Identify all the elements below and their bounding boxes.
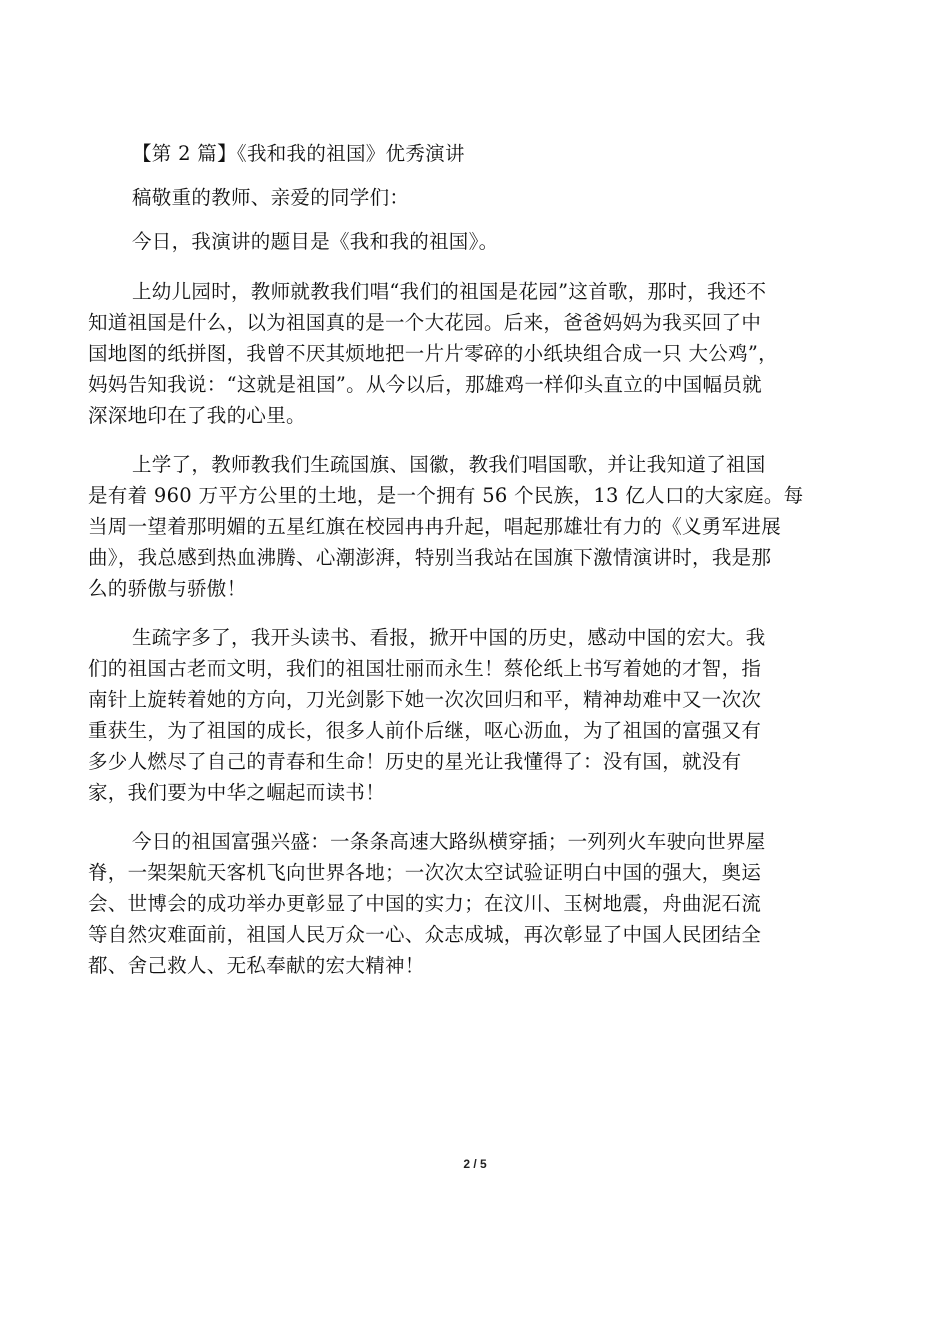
document-title: 【第 2 篇】《我和我的祖国》优秀演讲 — [132, 142, 465, 165]
paragraph-line: 等自然灾难面前，祖国人民万众一心、众志成城，再次彰显了中国人民团结全 — [88, 923, 762, 946]
paragraph-school — [88, 449, 860, 604]
paragraph-line: 深深地印在了我的心里。 — [88, 404, 306, 427]
paragraph-line: 当周一望着那明媚的五星红旗在校园冉冉升起，唱起那雄壮有力的《义勇军进展 — [88, 515, 782, 538]
paragraph-kindergarten — [88, 276, 860, 431]
paragraph-line: 都、舍己救人、无私奉献的宏大精神！ — [88, 954, 425, 977]
paragraph-line: 重获生，为了祖国的成长，很多人前仆后继，呕心沥血，为了祖国的富强又有 — [88, 719, 762, 742]
page-number: 2 / 5 — [463, 1157, 487, 1171]
paragraph-line: 南针上旋转着她的方向，刀光剑影下她一次次回归和平，精神劫难中又一次次 — [88, 688, 762, 711]
paragraph-line: 会、世博会的成功举办更彰显了中国的实力；在汶川、玉树地震，舟曲泥石流 — [88, 892, 762, 915]
paragraph-line: 多少人燃尽了自己的青春和生命！历史的星光让我懂得了：没有国，就没有 — [88, 750, 742, 773]
paragraph-line: 妈妈告知我说：“这就是祖国”。从今以后，那雄鸡一样仰头直立的中国幅员就 — [88, 373, 762, 396]
document-body — [88, 138, 860, 999]
paragraph-history — [88, 622, 860, 808]
paragraph-line: 曲》，我总感到热血沸腾、心潮澎湃，特别当我站在国旗下激情演讲时，我是那 — [88, 546, 772, 569]
paragraph-line: 国地图的纸拼图，我曾不厌其烦地把一片片零碎的小纸块组合成一只 大公鸡”， — [88, 342, 778, 365]
intro-line: 今日，我演讲的题目是《我和我的祖国》。 — [132, 230, 499, 253]
paragraph-line: 上学了，教师教我们生疏国旗、国徽，教我们唱国歌，并让我知道了祖国 — [132, 453, 766, 476]
paragraph-today — [88, 826, 860, 981]
paragraph-line: 知道祖国是什么，以为祖国真的是一个大花园。后来，爸爸妈妈为我买回了中 — [88, 311, 762, 334]
paragraph-line: 是有着 960 万平方公里的土地，是一个拥有 56 个民族，13 亿人口的大家庭。每 — [88, 484, 804, 507]
paragraph-line: 们的祖国古老而文明，我们的祖国壮丽而永生！蔡伦纸上书写着她的才智，指 — [88, 657, 762, 680]
paragraph-line: 今日的祖国富强兴盛：一条条高速大路纵横穿插；一列列火车驶向世界屋 — [132, 830, 766, 853]
paragraph-line: 脊，一架架航天客机飞向世界各地；一次次太空试验证明白中国的强大，奥运 — [88, 861, 762, 884]
paragraph-line: 上幼儿园时，教师就教我们唱“我们的祖国是花园”这首歌，那时，我还不 — [132, 280, 767, 303]
paragraph-line: 家，我们要为中华之崛起而读书！ — [88, 781, 386, 804]
greeting-line: 稿敬重的教师、亲爱的同学们： — [132, 186, 410, 209]
paragraph-line: 么的骄傲与骄傲！ — [88, 577, 247, 600]
paragraph-line: 生疏字多了，我开头读书、看报，掀开中国的历史，感动中国的宏大。我 — [132, 626, 766, 649]
